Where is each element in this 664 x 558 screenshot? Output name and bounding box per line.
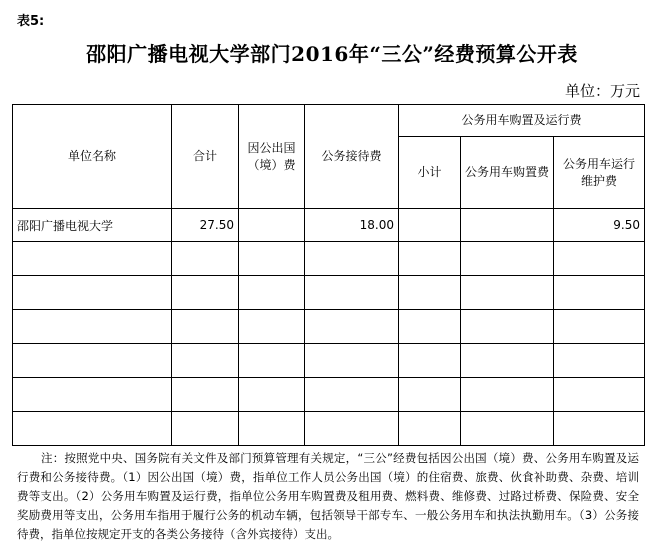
cell-total xyxy=(172,310,239,344)
cell-abroad xyxy=(239,276,305,310)
cell-subtotal xyxy=(399,378,461,412)
cell-vehicle-maintenance xyxy=(554,276,645,310)
cell-reception xyxy=(305,242,399,276)
cell-abroad xyxy=(239,378,305,412)
cell-vehicle-purchase xyxy=(461,209,554,242)
cell-reception xyxy=(305,412,399,446)
cell-total xyxy=(172,344,239,378)
cell-unit-name xyxy=(13,378,172,412)
cell-subtotal xyxy=(399,242,461,276)
header-vehicle-maintenance: 公务用车运行维护费 xyxy=(554,137,645,209)
cell-reception xyxy=(305,276,399,310)
cell-abroad xyxy=(239,209,305,242)
cell-total xyxy=(172,412,239,446)
cell-vehicle-maintenance xyxy=(554,310,645,344)
cell-vehicle-maintenance xyxy=(554,242,645,276)
cell-total xyxy=(172,276,239,310)
cell-vehicle-maintenance: 9.50 xyxy=(554,209,645,242)
page-title: 邵阳广播电视大学部门2016年“三公”经费预算公开表 xyxy=(86,42,578,66)
cell-abroad xyxy=(239,412,305,446)
cell-vehicle-maintenance xyxy=(554,344,645,378)
header-reception: 公务接待费 xyxy=(305,105,399,209)
cell-abroad xyxy=(239,242,305,276)
cell-vehicle-purchase xyxy=(461,276,554,310)
budget-table xyxy=(12,104,645,446)
cell-abroad xyxy=(239,310,305,344)
table-row xyxy=(13,412,645,446)
cell-reception xyxy=(305,310,399,344)
cell-subtotal xyxy=(399,209,461,242)
table-row xyxy=(13,276,645,310)
header-vehicle-purchase: 公务用车购置费 xyxy=(461,137,554,209)
table-row xyxy=(13,209,645,242)
cell-vehicle-purchase xyxy=(461,310,554,344)
cell-vehicle-purchase xyxy=(461,412,554,446)
cell-unit-name xyxy=(13,242,172,276)
cell-subtotal xyxy=(399,344,461,378)
cell-abroad xyxy=(239,344,305,378)
cell-total xyxy=(172,242,239,276)
cell-unit-name xyxy=(13,344,172,378)
header-total: 合计 xyxy=(172,105,239,209)
cell-vehicle-purchase xyxy=(461,242,554,276)
cell-vehicle-maintenance xyxy=(554,412,645,446)
cell-reception xyxy=(305,378,399,412)
cell-vehicle-purchase xyxy=(461,344,554,378)
cell-vehicle-purchase xyxy=(461,378,554,412)
header-vehicle-group: 公务用车购置及运行费 xyxy=(399,105,645,137)
footnote: 注：按照党中央、国务院有关文件及部门预算管理有关规定，“三公”经费包括因公出国（境）费、公务用车购置及运行费和公务接待费。（1）因公出国（境）费，指单位工作人员公务出国（境）的住宿费、旅费、伙食补助费、杂费、培训费等支出。（2）公务用车购置及运行费，指单位公务用车购置费及租用费、燃料费、维修费、过路过桥费、保险费、安全奖励费用等支出，公务用车指用于履行公务的机动车辆，包括领导干部专车、一般公务用车和执法执勤用车。（3）公务接待费，指单位按规定开支的各类公务接待（含外宾接待）支出。 xyxy=(17,451,639,541)
table-row xyxy=(13,344,645,378)
header-unit-name: 单位名称 xyxy=(13,105,172,209)
table-row xyxy=(13,310,645,344)
table-number-label: 表5: xyxy=(17,14,45,29)
cell-total: 27.50 xyxy=(172,209,239,242)
cell-vehicle-maintenance xyxy=(554,378,645,412)
cell-total xyxy=(172,378,239,412)
cell-subtotal xyxy=(399,412,461,446)
cell-unit-name xyxy=(13,412,172,446)
cell-unit-name xyxy=(13,310,172,344)
cell-unit-name: 邵阳广播电视大学 xyxy=(13,209,172,242)
header-abroad: 因公出国（境）费 xyxy=(239,105,305,209)
header-subtotal: 小计 xyxy=(399,137,461,209)
unit-label: 单位：万元 xyxy=(564,82,640,100)
table-row xyxy=(13,378,645,412)
cell-subtotal xyxy=(399,310,461,344)
cell-reception xyxy=(305,344,399,378)
cell-subtotal xyxy=(399,276,461,310)
header-row-top xyxy=(13,105,645,137)
cell-unit-name xyxy=(13,276,172,310)
cell-reception: 18.00 xyxy=(305,209,399,242)
table-row xyxy=(13,242,645,276)
